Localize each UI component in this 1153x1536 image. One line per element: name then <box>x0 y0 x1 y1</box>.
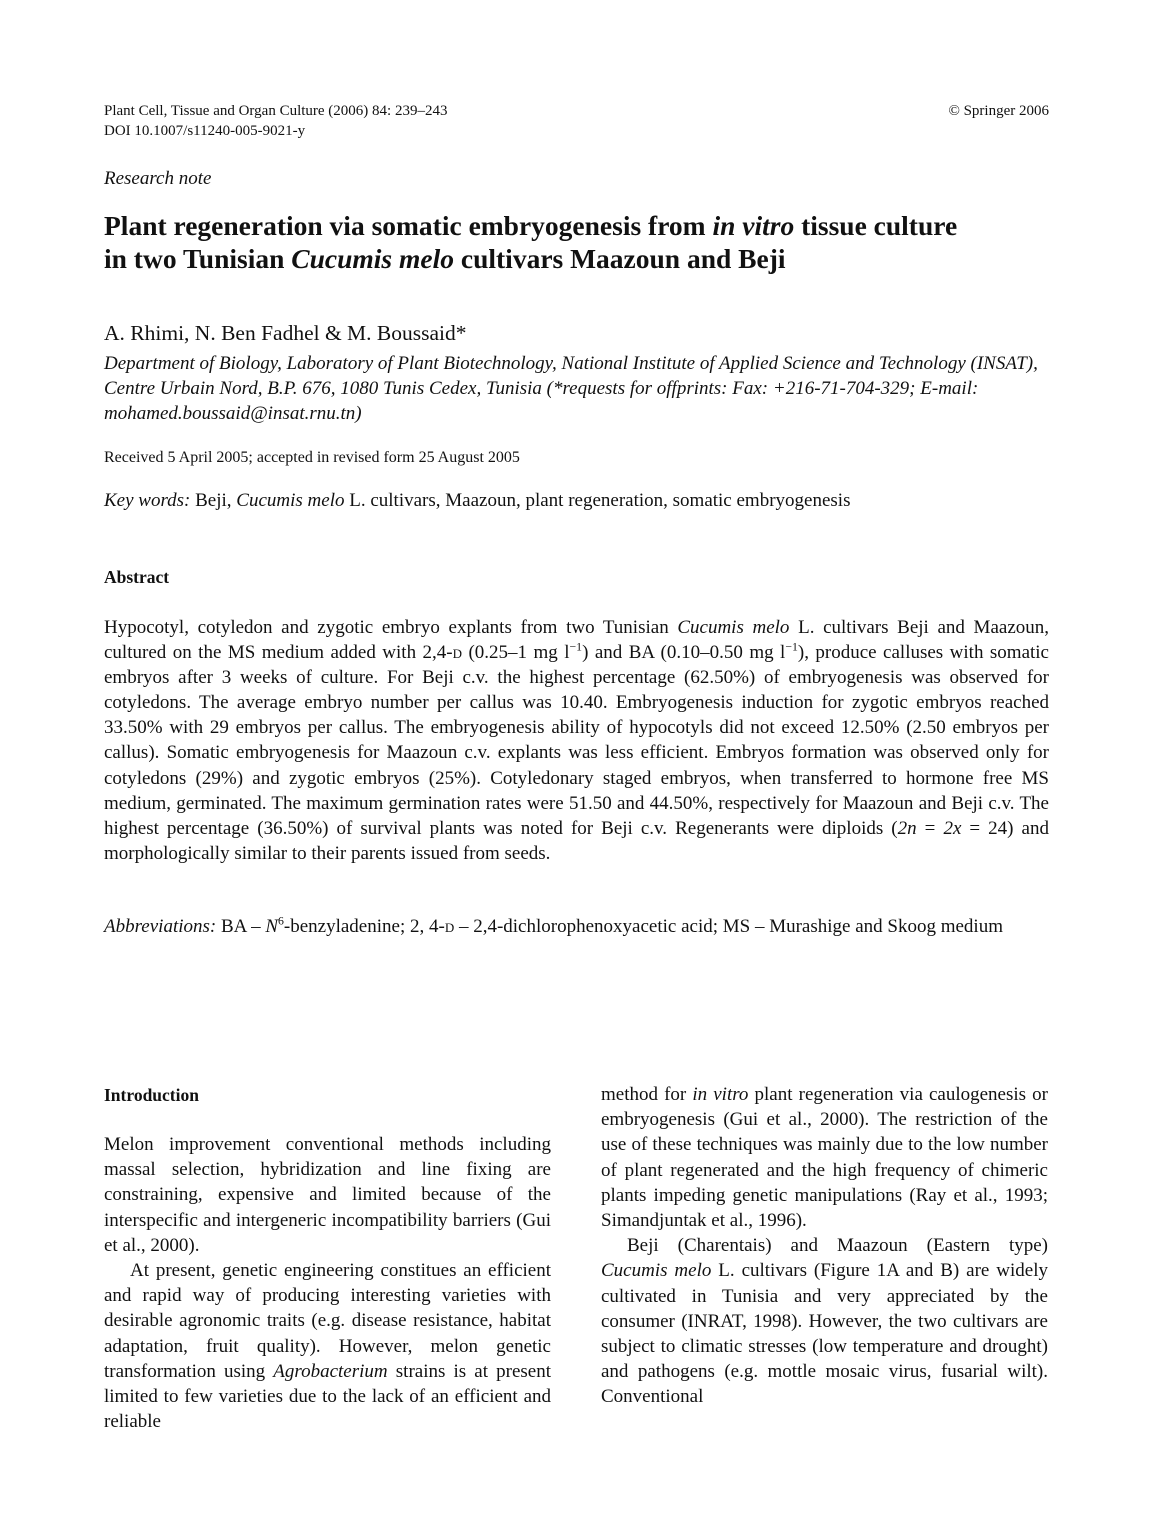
body-column-left <box>104 1132 551 1434</box>
abstract-text: = 24) and morphologically similar to their parents issued from seeds. <box>104 817 1049 864</box>
title-text: in two Tunisian <box>104 243 292 274</box>
abbreviations <box>104 914 1049 939</box>
paragraph <box>601 1082 1048 1233</box>
abbreviations-italic: N <box>265 916 279 937</box>
copyright: © Springer 2006 <box>948 103 1049 119</box>
body-column-right <box>601 1082 1048 1410</box>
paragraph-text: Beji (Charentais) and Maazoun (Eastern type) <box>627 1235 1048 1257</box>
abstract-text: L. cultivars Beji and Maazoun, cultured on the MS medium added with 2,4- <box>104 617 1049 664</box>
paragraph <box>601 1233 1048 1409</box>
paragraph-italic: in vitro <box>692 1084 749 1105</box>
abbreviations-text: -benzyladenine; 2, 4- <box>283 916 445 937</box>
title-text: Plant regeneration via somatic embryogenesis from <box>104 210 713 241</box>
article-type: Research note <box>104 168 212 189</box>
title-italic: Cucumis melo <box>291 243 454 274</box>
keywords-text: Beji, <box>190 490 237 511</box>
paragraph-text: strains is at present limited to few varieties due to the lack of an efficient and reliable <box>104 1360 552 1433</box>
paragraph-italic: Cucumis melo <box>601 1260 712 1282</box>
introduction-heading: Introduction <box>104 1085 199 1105</box>
abstract-body <box>104 615 1049 866</box>
abbreviations-text: – 2,4-dichlorophenoxyacetic acid; MS – Murashige and Skoog medium <box>454 916 1003 937</box>
paper-title <box>104 209 1054 275</box>
paragraph-text: plant regeneration via caulogenesis or embryogenesis (Gui et al., 2000). The restriction of the use of these techniques was mainly due to the low number of plant regenerated and the high frequency of chimeric plants impeding genetic manipulations (Ray et al., 1993; Simandjuntak et al., 1996). <box>601 1084 1048 1232</box>
paragraph: Melon improvement conventional methods including massal selection, hybridization and line fixing are constraining, expensive and limited because of the interspecific and intergeneric incompatibility barriers (Gui et al., 2000). <box>104 1134 551 1256</box>
paragraph-text: L. cultivars (Figure 1A and B) are widely cultivated in Tunisia and very appreciated by the consumer (INRAT, 1998). However, the two cultivars are subject to climatic stresses (low temperature and drought) and pathogens (e.g. mottle mosaic virus, fusarial wilt). Conventional <box>601 1260 1048 1408</box>
keywords-label: Key words: <box>104 490 191 511</box>
title-text: tissue culture <box>794 210 958 241</box>
paragraph-text: method for <box>601 1084 693 1105</box>
abstract-text: ) and BA (0.10–0.50 mg l <box>582 642 786 664</box>
received-dates: Received 5 April 2005; accepted in revised form 25 August 2005 <box>104 449 520 466</box>
abstract-italic: Cucumis melo <box>677 617 790 638</box>
abstract-smallcaps: d <box>452 642 463 664</box>
abstract-exponent: −1 <box>785 640 798 654</box>
abstract-text: (0.25–1 mg l <box>462 642 570 664</box>
abstract-italic: 2n <box>897 817 917 839</box>
keywords <box>104 490 1054 512</box>
journal-header <box>104 101 447 141</box>
journal-citation: Plant Cell, Tissue and Organ Culture (2006) 84: 239–243 <box>104 103 448 119</box>
abstract-text: ), produce calluses with somatic embryos after 3 weeks of culture. For Beji c.v. the highest percentage (62.50%) of embryogenesis was observed for cotyledons. The average embryo number per callus was 10.40. Embryogenesis induction for zygotic embryos reached 33.50% with 29 embryos per callus. The embryogenesis ability of hypocotyls did not exceed 12.50% (2.50 embryos per callus). Somatic embryogenesis for Maazoun c.v. explants was less efficient. Embryos formation was observed only for cotyledons (29%) and zygotic embryos (25%). Cotyledonary staged embryos, when transferred to hormone free MS medium, germinated. The maximum germination rates were 51.50 and 44.50%, respectively for Maazoun and Beji c.v. The highest percentage (36.50%) of survival plants was noted for Beji c.v. Regenerants were diploids ( <box>104 642 1049 839</box>
abbreviations-label: Abbreviations: <box>104 916 217 937</box>
abstract-heading: Abstract <box>104 567 170 587</box>
authors: A. Rhimi, N. Ben Fadhel & M. Boussaid* <box>104 321 467 345</box>
title-italic: in vitro <box>712 210 795 241</box>
keywords-italic: Cucumis melo <box>236 490 345 511</box>
abstract-italic: 2x <box>943 817 962 839</box>
abstract-exponent: −1 <box>569 640 583 654</box>
paragraph-text: At present, genetic engineering constitues an efficient and rapid way of producing interesting varieties with desirable agronomic traits (e.g. disease resistance, habitat adaptation, fruit quality). However, melon genetic transformation using <box>104 1260 551 1382</box>
doi: DOI 10.1007/s11240-005-9021-y <box>104 123 306 139</box>
paragraph <box>104 1258 551 1434</box>
abbreviations-superscript: 6 <box>278 914 284 928</box>
abstract-text: = <box>916 817 944 839</box>
abbreviations-text: BA – <box>216 916 266 937</box>
affiliation: Department of Biology, Laboratory of Plant Biotechnology, National Institute of Applied Science and Technology (INSAT), Centre Urbain Nord, B.P. 676, 1080 Tunis Cedex, Tunisia (*requests for offprints: Fax: +216-71-704-329; E-mail: mohamed.boussaid@insat.rnu.tn) <box>104 353 1038 424</box>
title-text: cultivars Maazoun and Beji <box>454 243 786 274</box>
paragraph-italic: Agrobacterium <box>273 1360 388 1382</box>
abbreviations-smallcaps: d <box>444 916 455 937</box>
keywords-text: L. cultivars, Maazoun, plant regeneration, somatic embryogenesis <box>344 490 851 511</box>
abstract-text: Hypocotyl, cotyledon and zygotic embryo explants from two Tunisian <box>104 617 678 638</box>
